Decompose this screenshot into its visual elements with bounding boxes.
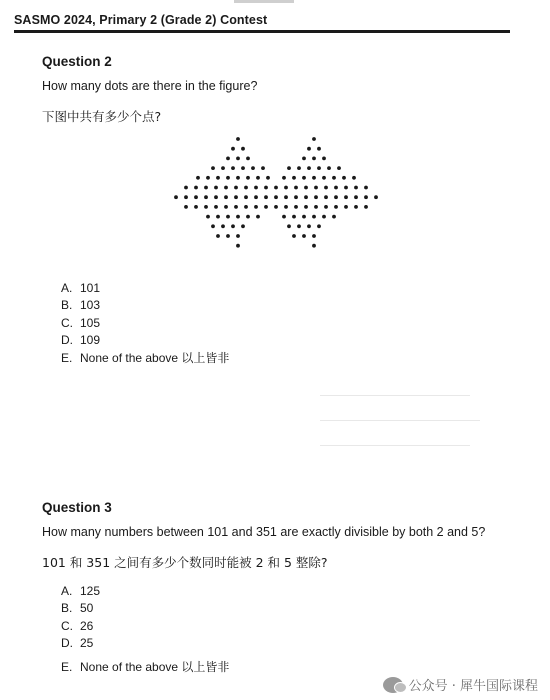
dot xyxy=(302,176,306,180)
dot xyxy=(221,224,225,228)
dot xyxy=(322,215,326,219)
option-e[interactable] xyxy=(61,349,229,367)
dot xyxy=(317,147,321,151)
dot xyxy=(344,195,348,199)
dot xyxy=(204,186,208,190)
dot xyxy=(352,176,356,180)
option-c[interactable] xyxy=(61,617,229,635)
dot xyxy=(322,157,326,161)
dot xyxy=(231,147,235,151)
dot xyxy=(302,234,306,238)
option-text: None of the above 以上皆非 xyxy=(80,351,230,366)
option-c[interactable] xyxy=(61,314,229,332)
option-d[interactable] xyxy=(61,332,229,350)
dot xyxy=(264,195,268,199)
dot xyxy=(211,224,215,228)
option-d[interactable] xyxy=(61,635,229,653)
option-a[interactable] xyxy=(61,279,229,297)
dot xyxy=(241,166,245,170)
dot xyxy=(354,186,358,190)
dot xyxy=(214,186,218,190)
scan-artifact xyxy=(320,420,480,421)
dot xyxy=(206,215,210,219)
dot xyxy=(274,195,278,199)
question-2-text-zh: 下图中共有多少个点? xyxy=(42,109,162,124)
dot xyxy=(204,205,208,209)
dot xyxy=(324,205,328,209)
dot xyxy=(206,176,210,180)
dot xyxy=(244,186,248,190)
dot xyxy=(236,157,240,161)
option-text: 25 xyxy=(80,636,94,651)
dot xyxy=(304,186,308,190)
dot xyxy=(314,195,318,199)
dot xyxy=(327,166,331,170)
dot xyxy=(344,186,348,190)
option-e[interactable] xyxy=(61,658,229,676)
dot xyxy=(282,215,286,219)
dot xyxy=(184,186,188,190)
dot xyxy=(184,195,188,199)
dot xyxy=(251,166,255,170)
wechat-icon xyxy=(383,677,403,693)
dot xyxy=(226,234,230,238)
dot xyxy=(322,176,326,180)
dot xyxy=(216,215,220,219)
option-letter: E. xyxy=(61,350,73,365)
dot xyxy=(332,215,336,219)
dot xyxy=(261,166,265,170)
dot xyxy=(297,224,301,228)
dot xyxy=(216,176,220,180)
dot xyxy=(302,157,306,161)
dot xyxy=(312,137,316,141)
dot xyxy=(194,195,198,199)
dot xyxy=(254,205,258,209)
dot xyxy=(214,195,218,199)
option-text: 26 xyxy=(80,618,94,633)
dot xyxy=(312,157,316,161)
dot xyxy=(364,205,368,209)
dot xyxy=(334,195,338,199)
dot xyxy=(194,205,198,209)
dot xyxy=(274,205,278,209)
dot xyxy=(196,176,200,180)
option-letter: C. xyxy=(61,618,73,633)
dot xyxy=(284,205,288,209)
contest-header: SASMO 2024, Primary 2 (Grade 2) Contest xyxy=(14,13,268,27)
dot xyxy=(254,195,258,199)
dot xyxy=(364,186,368,190)
dot xyxy=(287,224,291,228)
dot xyxy=(234,195,238,199)
watermark-text: 公众号 · 犀牛国际课程 xyxy=(408,679,538,694)
dot xyxy=(302,215,306,219)
dot xyxy=(354,195,358,199)
option-letter: C. xyxy=(61,315,73,330)
question-3-options xyxy=(61,582,229,676)
dot xyxy=(292,176,296,180)
dot xyxy=(264,186,268,190)
option-text: 109 xyxy=(80,333,101,348)
scan-artifact xyxy=(320,445,470,446)
dot xyxy=(314,186,318,190)
option-text: 101 xyxy=(80,280,101,295)
dot xyxy=(226,176,230,180)
dot xyxy=(204,195,208,199)
option-letter: D. xyxy=(61,333,73,348)
dot xyxy=(211,166,215,170)
dot xyxy=(244,195,248,199)
dot xyxy=(334,205,338,209)
question-2-options xyxy=(61,279,229,367)
dot xyxy=(332,176,336,180)
question-2-title: Question 2 xyxy=(42,54,112,69)
dot xyxy=(354,205,358,209)
dot xyxy=(294,205,298,209)
dot xyxy=(214,205,218,209)
dot xyxy=(221,166,225,170)
dot xyxy=(297,166,301,170)
dot xyxy=(184,205,188,209)
dot xyxy=(284,186,288,190)
option-letter: E. xyxy=(61,659,73,674)
dot xyxy=(312,176,316,180)
dot xyxy=(312,244,316,248)
dot xyxy=(317,166,321,170)
dot xyxy=(174,195,178,199)
watermark xyxy=(383,675,538,694)
dot xyxy=(334,186,338,190)
dot xyxy=(224,186,228,190)
dot xyxy=(236,234,240,238)
option-text: 103 xyxy=(80,298,101,313)
dot xyxy=(194,186,198,190)
option-text: 105 xyxy=(80,315,101,330)
dot xyxy=(304,205,308,209)
option-letter: B. xyxy=(61,298,73,313)
dot xyxy=(241,224,245,228)
dot xyxy=(231,224,235,228)
dot xyxy=(226,215,230,219)
dot xyxy=(312,234,316,238)
dot xyxy=(234,186,238,190)
dot xyxy=(254,186,258,190)
dot xyxy=(317,224,321,228)
option-letter: B. xyxy=(61,601,73,616)
dot xyxy=(324,186,328,190)
option-letter: A. xyxy=(61,280,73,295)
dot xyxy=(256,215,260,219)
dot xyxy=(224,205,228,209)
option-b[interactable] xyxy=(61,297,229,315)
dot xyxy=(274,186,278,190)
dot xyxy=(287,166,291,170)
dot xyxy=(236,176,240,180)
dot xyxy=(342,176,346,180)
question-3-text-en: How many numbers between 101 and 351 are exactly divisible by both 2 and 5? xyxy=(42,525,486,539)
dot xyxy=(246,215,250,219)
dot xyxy=(294,186,298,190)
option-a[interactable] xyxy=(61,582,229,600)
option-text: 125 xyxy=(80,583,101,598)
question-3-text-zh: 101 和 351 之间有多少个数同时能被 2 和 5 整除? xyxy=(42,555,328,570)
dot xyxy=(266,176,270,180)
option-letter: A. xyxy=(61,583,73,598)
option-text: None of the above 以上皆非 xyxy=(80,660,230,675)
dot xyxy=(284,195,288,199)
dot xyxy=(241,147,245,151)
dot xyxy=(236,244,240,248)
dot xyxy=(324,195,328,199)
question-2-text-en: How many dots are there in the figure? xyxy=(42,79,258,93)
dot xyxy=(264,205,268,209)
dot xyxy=(226,157,230,161)
dot xyxy=(234,205,238,209)
dot xyxy=(307,166,311,170)
dot xyxy=(246,157,250,161)
dot xyxy=(364,195,368,199)
dot xyxy=(307,224,311,228)
question-3-title: Question 3 xyxy=(42,500,112,515)
dot xyxy=(312,215,316,219)
scan-artifact xyxy=(320,395,470,396)
dot xyxy=(256,176,260,180)
option-text: 50 xyxy=(80,601,94,616)
dot xyxy=(231,166,235,170)
dot xyxy=(292,215,296,219)
dot xyxy=(344,205,348,209)
dot xyxy=(216,234,220,238)
dot xyxy=(282,176,286,180)
option-b[interactable] xyxy=(61,600,229,618)
dot xyxy=(307,147,311,151)
dot xyxy=(304,195,308,199)
dot xyxy=(294,195,298,199)
dot xyxy=(224,195,228,199)
dot xyxy=(246,176,250,180)
dot xyxy=(236,137,240,141)
dot xyxy=(314,205,318,209)
dot xyxy=(292,234,296,238)
dot xyxy=(374,195,378,199)
dot xyxy=(244,205,248,209)
dot xyxy=(236,215,240,219)
option-letter: D. xyxy=(61,636,73,651)
dot xyxy=(337,166,341,170)
